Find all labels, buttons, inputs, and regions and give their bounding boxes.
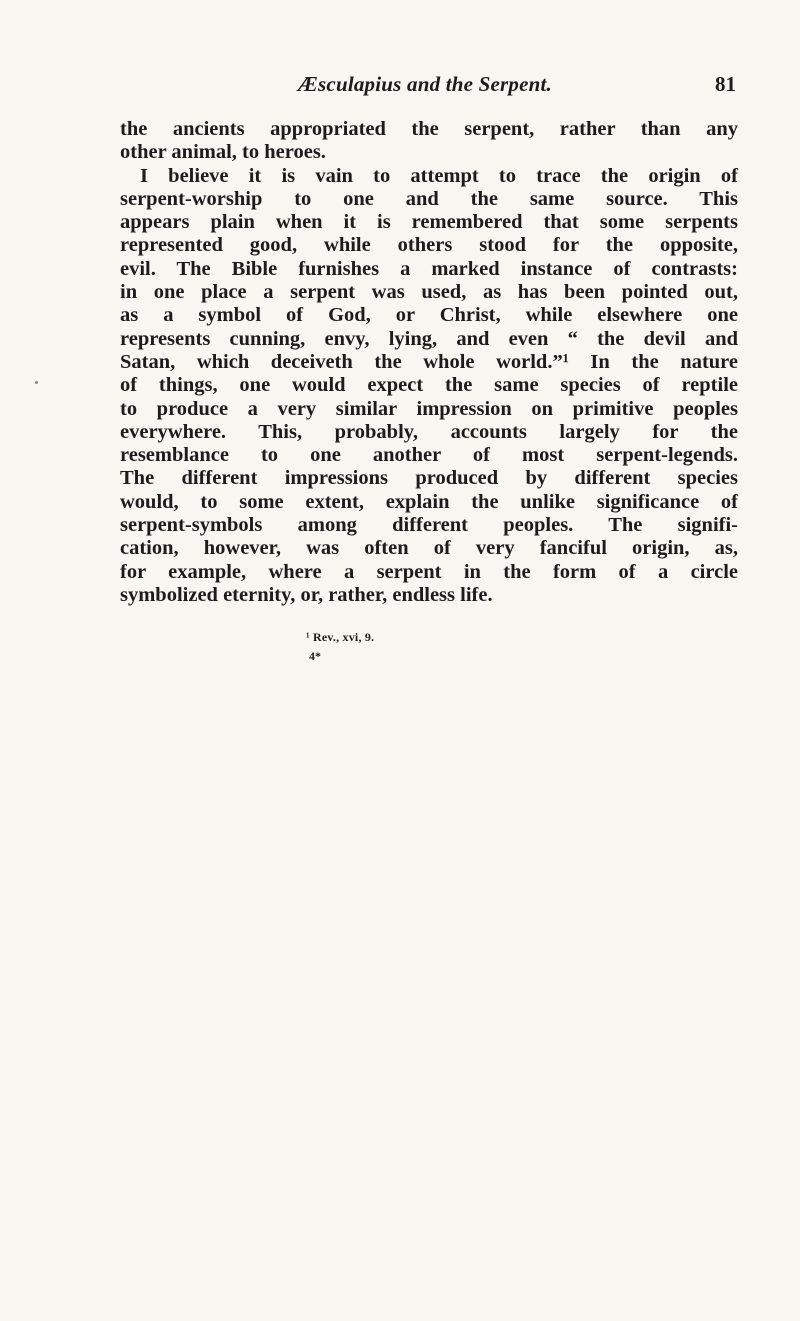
text-line: The different impressions produced by different species [120,467,738,490]
text-line: appears plain when it is remembered that some serpents [120,211,738,234]
text-line: of things, one would expect the same species of reptile [120,374,738,397]
running-title: Æsculapius and the Serpent. [298,72,552,96]
text-line: other animal, to heroes. [120,141,326,164]
text-line: everywhere. This, probably, accounts largely for the [120,420,738,443]
text-line: symbolized eternity, or, rather, endless life. [120,583,493,606]
margin-speck [35,381,38,384]
text-line: Satan, which deceiveth the whole world.”¹ In the nature [120,350,738,373]
text-line: for example, where a serpent in the form of a circle [120,560,738,583]
body-text [120,118,738,607]
text-line: serpent-symbols among different peoples. The signifi- [120,514,738,537]
footnote: ¹ Rev., xvi, 9. [306,630,375,644]
text-line: resemblance to one another of most serpent-legends. [120,444,738,467]
running-head [120,72,742,104]
text-line: I believe it is vain to attempt to trace the origin of [140,164,738,187]
page-number: 81 [715,72,736,96]
text-line: in one place a serpent was used, as has been pointed out, [120,281,738,304]
text-line: evil. The Bible furnishes a marked instance of contrasts: [120,257,738,280]
text-line: cation, however, was often of very fanciful origin, as, [120,537,738,560]
text-line: would, to some extent, explain the unlike significance of [120,490,738,513]
text-line: to produce a very similar impression on primitive peoples [120,397,738,420]
text-line: as a symbol of God, or Christ, while elsewhere one [120,304,738,327]
text-line: serpent-worship to one and the same source. This [120,187,738,210]
signature-mark: 4* [309,649,321,663]
text-line: represents cunning, envy, lying, and even “ the devil and [120,327,738,350]
text-line: represented good, while others stood for the opposite, [120,234,738,257]
text-line: the ancients appropriated the serpent, rather than any [120,118,738,140]
